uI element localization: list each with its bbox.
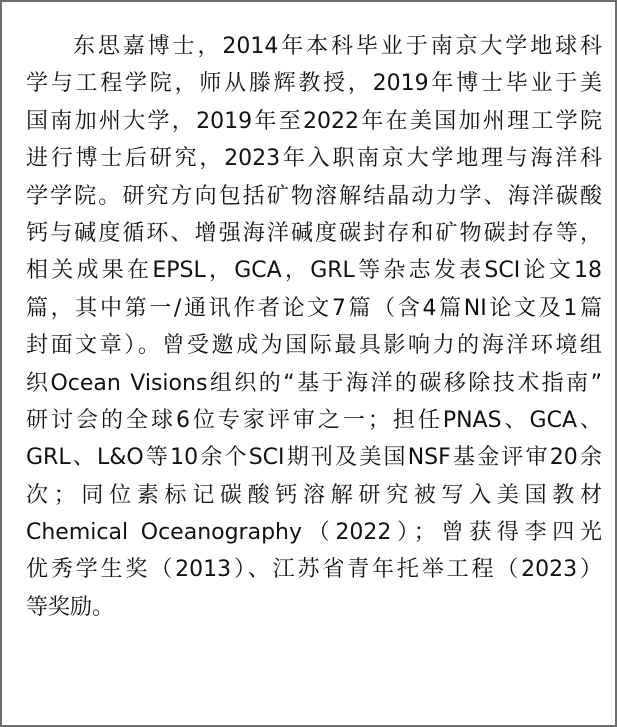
bio-line-8: 篇，其中第一/通讯作者论文7篇（含4篇NI论文及1篇 <box>26 295 602 321</box>
bio-line-15: 优秀学生奖（2013）、江苏省青年托举工程（2023） <box>26 557 602 583</box>
bio-line-14: Chemical Oceanography（2022）；曾获得李四光 <box>26 520 602 546</box>
bio-line-1: 东思嘉博士，2014年本科毕业于南京大学地球科 <box>73 34 602 59</box>
bio-line-5: 学学院。研究方向包括矿物溶解结晶动力学、海洋碳酸 <box>26 183 602 209</box>
bio-line-16: 等奖励。 <box>26 594 115 620</box>
bio-line-13: 次；同位素标记碳酸钙溶解研究被写入美国教材 <box>26 482 602 508</box>
bio-line-9: 封面文章）。曾受邀成为国际最具影响力的海洋环境组 <box>26 333 602 359</box>
bio-line-7: 相关成果在EPSL，GCA，GRL等杂志发表SCI论文18 <box>26 258 602 284</box>
bio-line-11: 研讨会的全球6位专家评审之一；担任PNAS、GCA、 <box>26 407 602 433</box>
bio-line-6: 钙与碱度循环、增强海洋碱度碳封存和矿物碳封存等， <box>26 220 602 246</box>
bio-line-2: 学与工程学院，师从滕辉教授，2019年博士毕业于美 <box>26 71 602 97</box>
bio-line-12: GRL、L&O等10余个SCI期刊及美国NSF基金评审20余 <box>26 445 602 471</box>
bio-line-10: 织Ocean Visions组织的“基于海洋的碳移除技术指南” <box>26 370 602 396</box>
bio-line-4: 进行博士后研究，2023年入职南京大学地理与海洋科 <box>26 146 602 172</box>
bio-line-3: 国南加州大学，2019年至2022年在美国加州理工学院 <box>26 108 602 134</box>
biography-paragraph <box>26 28 602 626</box>
